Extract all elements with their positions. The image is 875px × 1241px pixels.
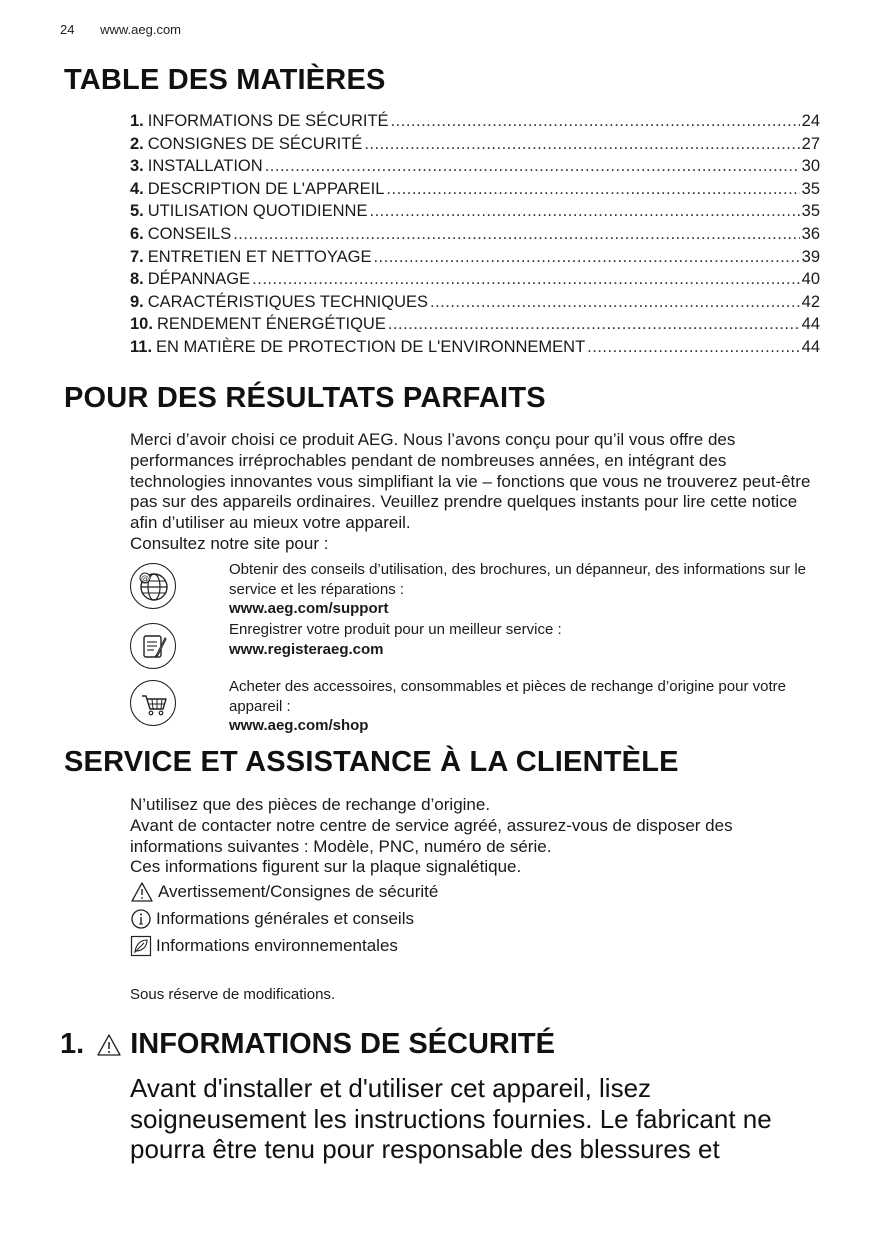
toc-entry-number: 7. (130, 247, 144, 266)
chapter-number: 1. (60, 1028, 85, 1060)
toc-title: TABLE DES MATIÈRES (64, 64, 386, 96)
toc-dot-leader (265, 155, 800, 178)
results-body: Merci d’avoir choisi ce produit AEG. Nous l’avons conçu pour qu’il vous offre des performances irréprochables pendant de nombreuses années, en intégrant des technologies innovantes vous simplifiant la vie – fonctions que vous ne trouverez peut-être pas sur des appareils ordinaires. Veuillez prendre quelques instants pour lire cette notice afin d’utiliser au mieux votre appareil. (130, 430, 811, 533)
toc-entry[interactable] (130, 313, 820, 336)
legend-warning (130, 881, 438, 903)
toc-entry[interactable] (130, 133, 820, 156)
toc-entry-label: DÉPANNAGE (147, 270, 251, 289)
toc-entry-number: 6. (130, 224, 144, 243)
toc-entry[interactable] (130, 110, 820, 133)
site-url[interactable]: www.aeg.com (100, 22, 182, 37)
toc-entry[interactable] (130, 223, 820, 246)
register-notepad-icon (130, 623, 176, 669)
toc-dot-leader (252, 268, 799, 291)
modification-note: Sous réserve de modifications. (130, 986, 336, 1003)
toc-entry-number: 4. (130, 179, 144, 198)
toc-entry[interactable] (130, 336, 820, 359)
support-url[interactable]: www.registeraeg.com (229, 640, 384, 658)
legend-label: Avertissement/Consignes de sécurité (158, 882, 439, 901)
toc-entry-number: 1. (130, 112, 144, 130)
toc-entry[interactable] (130, 178, 820, 201)
toc-entry-label: UTILISATION QUOTIDIENNE (147, 202, 368, 221)
toc-entry-page: 40 (801, 270, 820, 289)
chapter-intro: Avant d'installer et d'utiliser cet appareil, lisez soigneusement les instructions fournies. Le fabricant ne pourra être tenu pour responsable des blessures et (130, 1073, 772, 1164)
toc-entry[interactable] (130, 268, 820, 291)
page-number: 24 (60, 22, 75, 37)
toc-entry-page: 39 (801, 247, 820, 266)
toc-entry[interactable] (130, 155, 820, 178)
toc-entry-label: EN MATIÈRE DE PROTECTION DE L'ENVIRONNEMENT (156, 337, 586, 356)
toc-entry-page: 35 (801, 179, 820, 198)
warning-triangle-icon (96, 1033, 122, 1057)
toc-dot-leader (391, 110, 800, 133)
support-text (229, 677, 819, 736)
toc-entry-page: 36 (801, 224, 820, 243)
toc-dot-leader (430, 291, 800, 314)
toc-entry-page: 30 (801, 157, 820, 176)
toc-entry-page: 44 (801, 315, 820, 334)
svg-text:@: @ (141, 574, 149, 583)
toc-entry-label: CONSEILS (147, 224, 232, 243)
toc-entry-number: 8. (130, 270, 144, 289)
toc-entry-page: 24 (801, 112, 820, 130)
support-text (229, 620, 819, 659)
legend-info (130, 908, 414, 930)
toc-dot-leader (364, 133, 799, 156)
toc-entry-page: 27 (801, 134, 820, 153)
toc-entry-label: ENTRETIEN ET NETTOYAGE (147, 247, 372, 266)
toc-dot-leader (388, 313, 800, 336)
results-heading: POUR DES RÉSULTATS PARFAITS (64, 382, 546, 414)
toc-entry-label: RENDEMENT ÉNERGÉTIQUE (156, 315, 386, 334)
toc-entry-label: INFORMATIONS DE SÉCURITÉ (147, 112, 389, 130)
chapter-title: INFORMATIONS DE SÉCURITÉ (130, 1028, 555, 1060)
toc-entry-page: 44 (801, 337, 820, 356)
service-line-3: Ces informations figurent sur la plaque signalétique. (130, 857, 522, 877)
service-line-1: N’utilisez que des pièces de rechange d’origine. (130, 795, 491, 814)
toc-dot-leader (587, 336, 799, 359)
shopping-cart-icon (130, 680, 176, 726)
toc-entry-label: CARACTÉRISTIQUES TECHNIQUES (147, 292, 428, 311)
toc-dot-leader (386, 178, 799, 201)
toc-entry[interactable] (130, 246, 820, 269)
toc-entry-label: DESCRIPTION DE L'APPAREIL (147, 179, 385, 198)
service-heading: SERVICE ET ASSISTANCE À LA CLIENTÈLE (64, 746, 679, 778)
toc-entry-page: 35 (801, 202, 820, 221)
page-header (60, 22, 181, 37)
legend-label: Informations générales et conseils (156, 909, 414, 928)
legend-label: Informations environnementales (156, 936, 398, 955)
info-circle-icon (130, 908, 152, 930)
support-url[interactable]: www.aeg.com/support (229, 600, 389, 617)
toc-entry-number: 11. (130, 337, 153, 356)
leaf-icon (130, 935, 152, 957)
results-consult: Consultez notre site pour : (130, 533, 329, 553)
toc-entry-number: 9. (130, 292, 144, 311)
results-intro (130, 430, 820, 555)
support-description: Enregistrer votre produit pour un meilleur service : (229, 621, 562, 638)
table-of-contents (130, 110, 820, 359)
support-description: Acheter des accessoires, consommables et pièces de rechange d’origine pour votre appareil : (229, 678, 786, 715)
service-text (130, 795, 820, 878)
toc-entry-label: CONSIGNES DE SÉCURITÉ (147, 134, 363, 153)
toc-entry[interactable] (130, 291, 820, 314)
toc-entry-number: 5. (130, 202, 144, 221)
toc-entry[interactable] (130, 200, 820, 223)
toc-entry-number: 2. (130, 134, 144, 153)
toc-dot-leader (233, 223, 799, 246)
toc-entry-number: 10. (130, 315, 153, 334)
warning-triangle-icon (130, 881, 154, 903)
toc-entry-label: INSTALLATION (147, 157, 263, 176)
support-text (229, 560, 819, 619)
service-line-2: Avant de contacter notre centre de service agréé, assurez-vous de disposer des informations suivantes : Modèle, PNC, numéro de série. (130, 815, 733, 856)
toc-dot-leader (373, 246, 799, 269)
chapter-heading (60, 1028, 555, 1061)
globe-at-icon (130, 563, 176, 609)
support-url[interactable]: www.aeg.com/shop (229, 717, 369, 734)
toc-entry-page: 42 (801, 292, 820, 311)
legend-environment (130, 935, 398, 957)
support-description: Obtenir des conseils d’utilisation, des brochures, un dépanneur, des informations sur le service et les réparations : (229, 561, 806, 598)
toc-entry-number: 3. (130, 157, 144, 176)
toc-dot-leader (369, 200, 799, 223)
